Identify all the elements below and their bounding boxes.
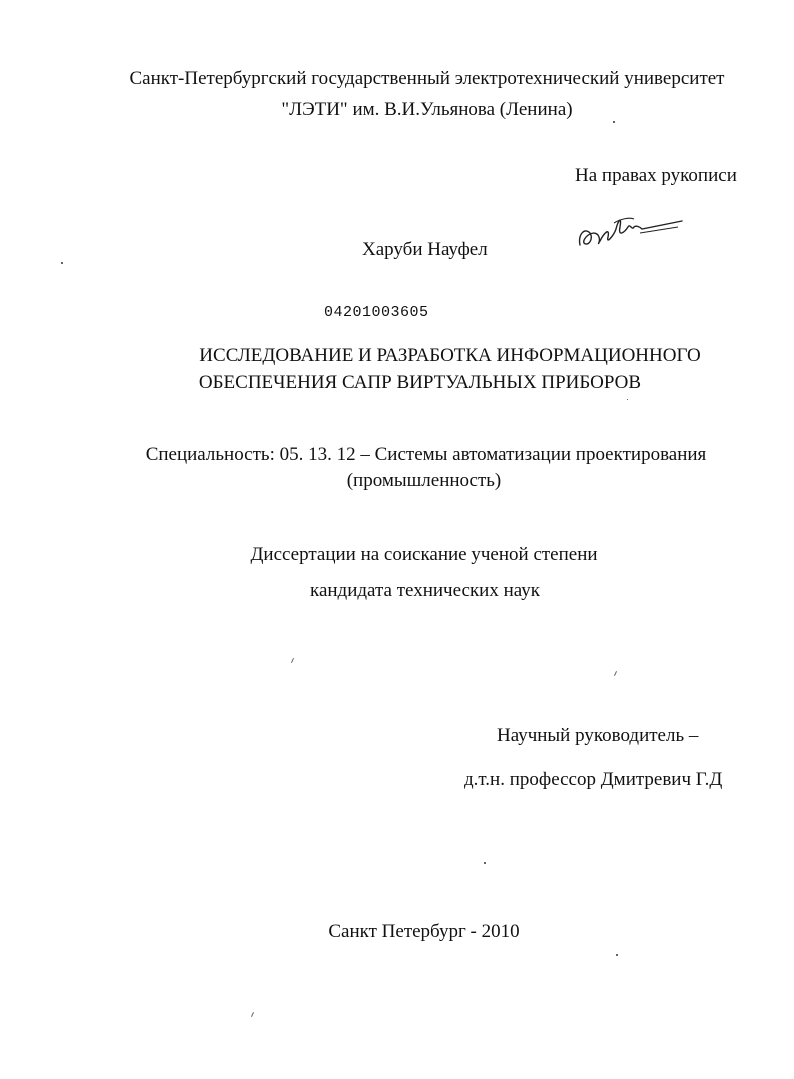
degree-line-1: Диссертации на соискание ученой степени (250, 544, 598, 565)
stamp-number: 04201003605 (324, 304, 429, 321)
scan-speck (614, 671, 617, 676)
dissertation-title-line-2: ОБЕСПЕЧЕНИЯ САПР ВИРТУАЛЬНЫХ ПРИБОРОВ (198, 372, 642, 393)
university-line-2: "ЛЭТИ" им. В.И.Ульянова (Ленина) (281, 99, 573, 120)
scan-speck (484, 862, 486, 864)
scan-speck (627, 399, 628, 400)
place-and-year: Санкт Петербург - 2010 (328, 921, 520, 942)
scan-speck (613, 121, 615, 123)
university-line-1: Санкт-Петербургский государственный электротехнический университет (129, 68, 725, 89)
scan-speck (61, 262, 63, 264)
dissertation-title-line-1: ИССЛЕДОВАНИЕ И РАЗРАБОТКА ИНФОРМАЦИОННОГО (199, 345, 701, 366)
scan-speck (291, 658, 294, 663)
scan-speck (251, 1012, 254, 1017)
supervisor-label: Научный руководитель – (497, 725, 699, 746)
signature-icon (570, 205, 690, 255)
manuscript-note: На правах рукописи (575, 165, 737, 186)
specialty-line-1: Специальность: 05. 13. 12 – Системы автоматизации проектирования (145, 444, 707, 465)
supervisor-name: д.т.н. профессор Дмитревич Г.Д (464, 769, 723, 790)
author-name: Харуби Науфел (362, 239, 488, 260)
scan-speck (616, 954, 618, 956)
degree-line-2: кандидата технических наук (310, 580, 540, 601)
specialty-line-2: (промышленность) (346, 470, 502, 491)
